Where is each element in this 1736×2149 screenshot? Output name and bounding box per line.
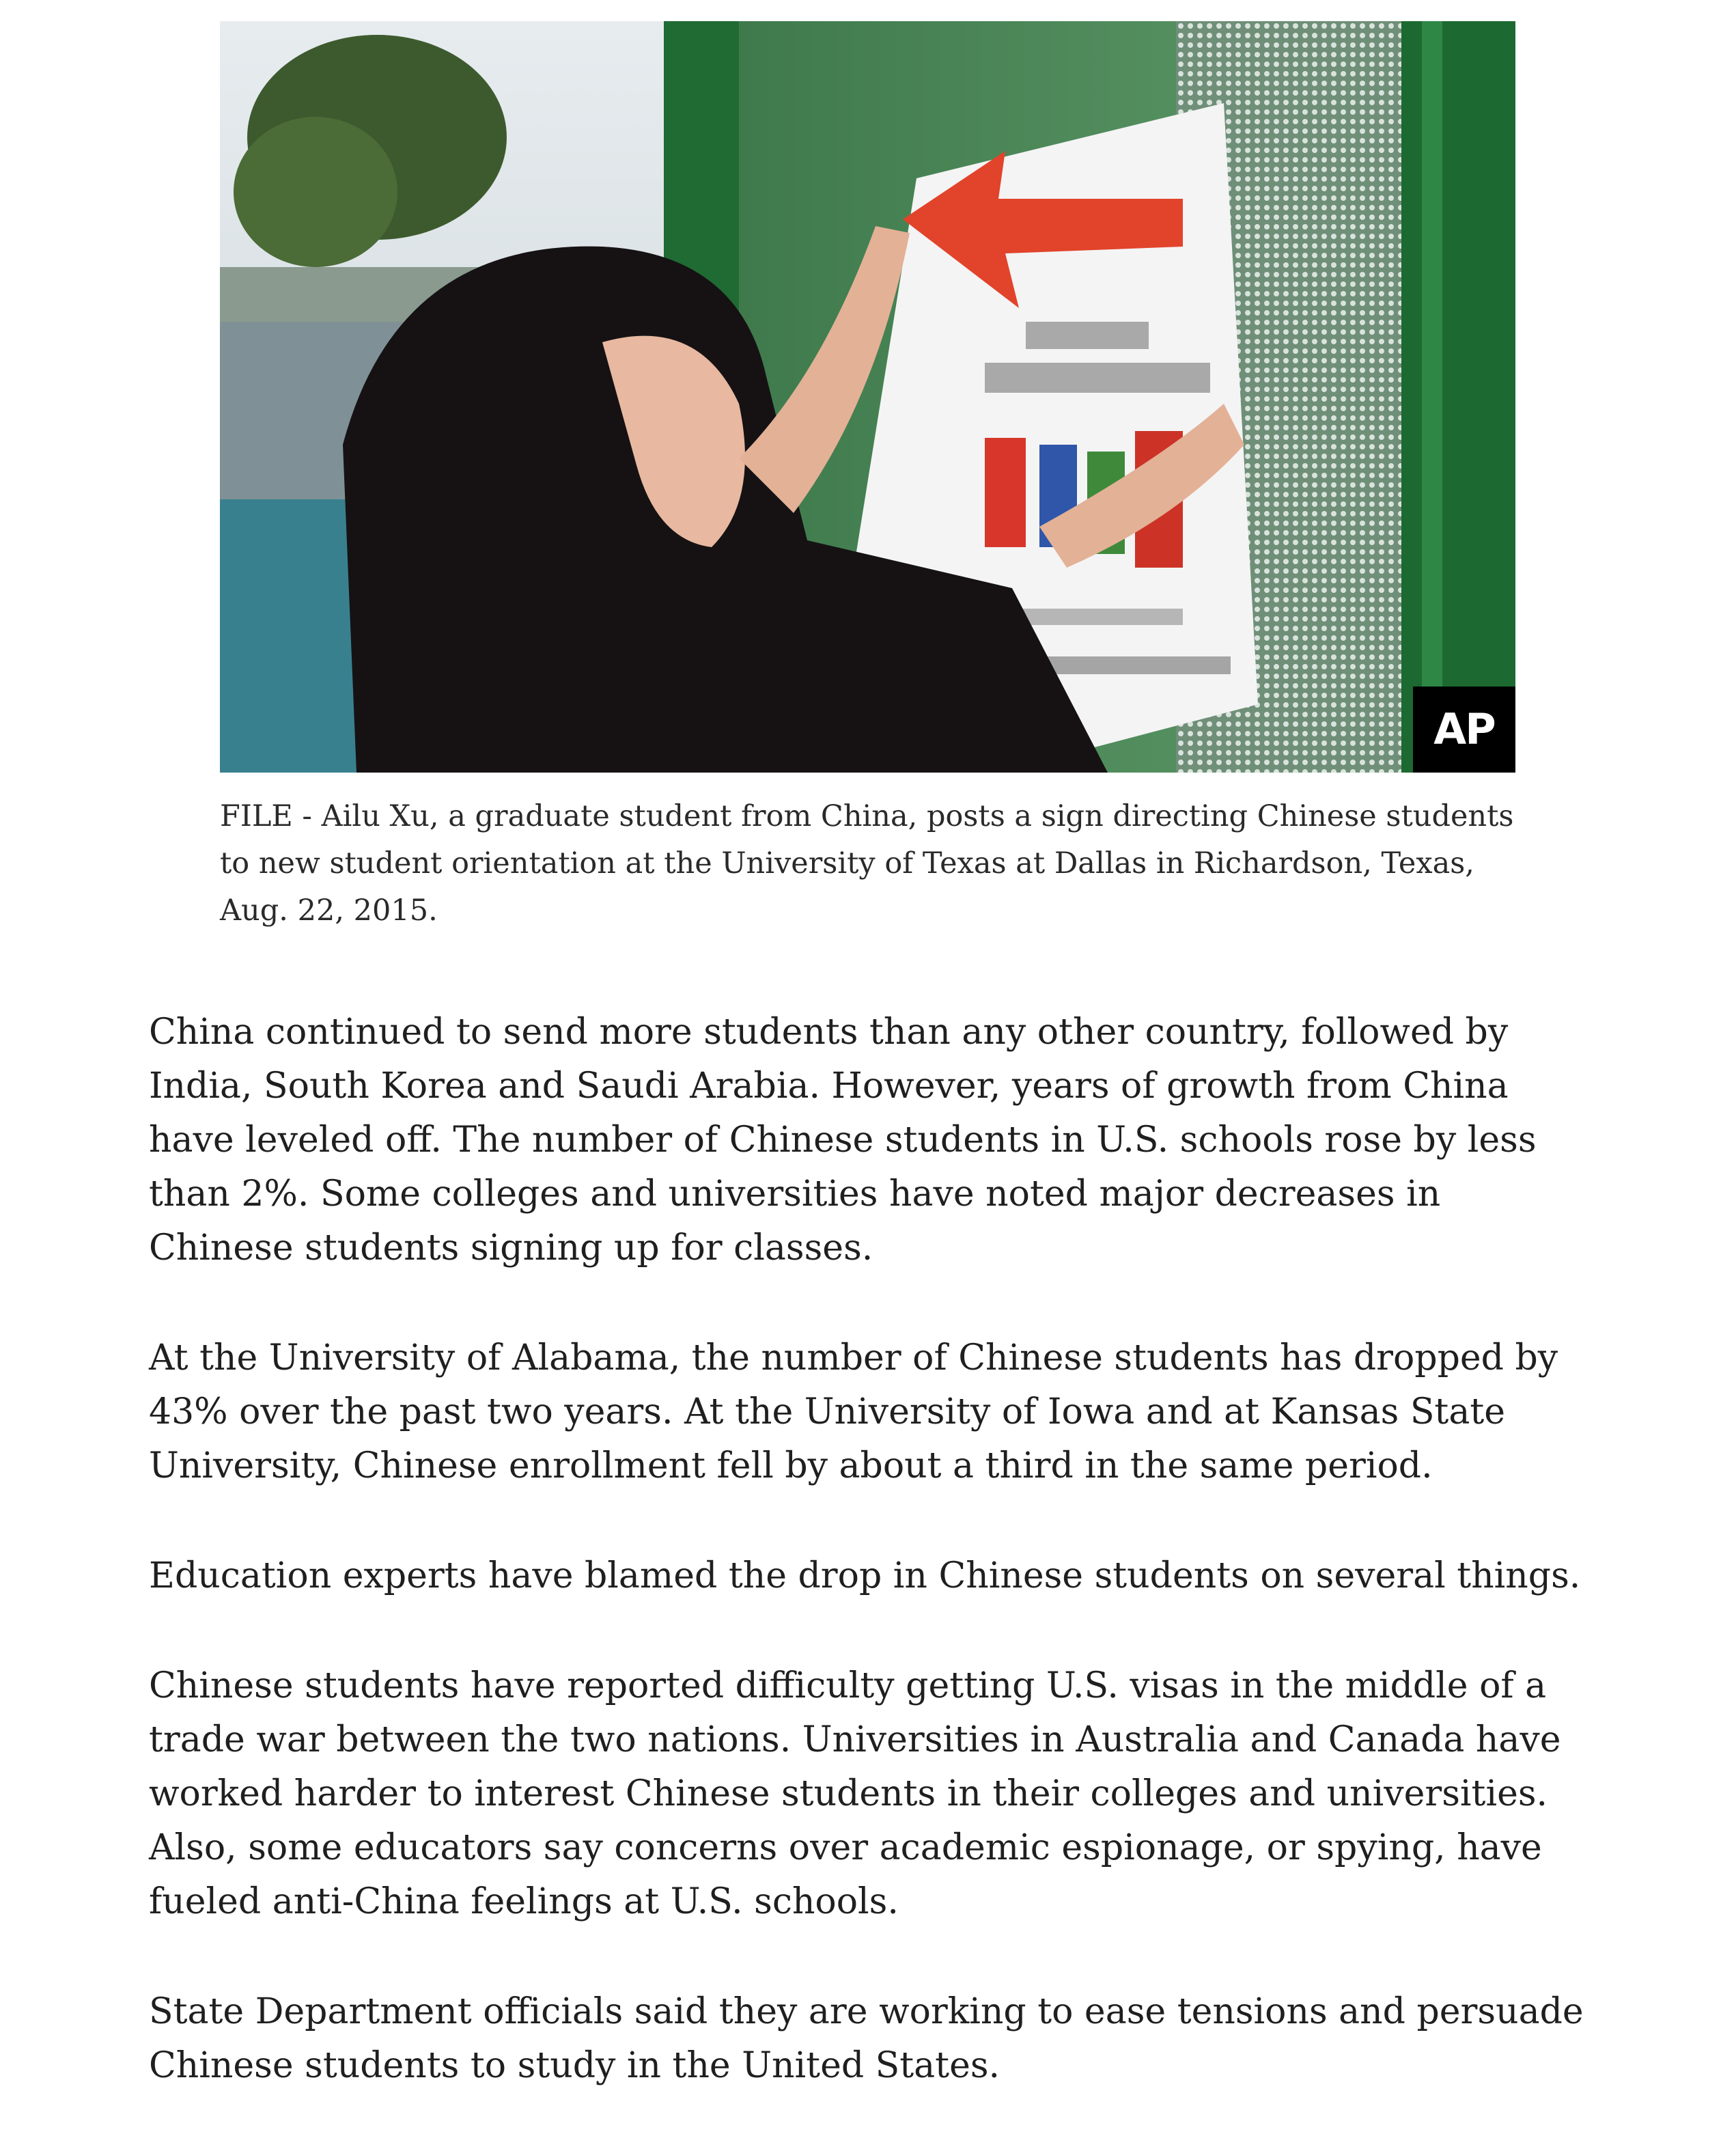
article-figure (220, 21, 1515, 934)
photo-caption: FILE - Ailu Xu, a graduate student from China, posts a sign directing Chinese students to new student orientation at the University of Texas at Dallas in Richardson, Texas, Aug. 22, 2015. (220, 799, 1514, 928)
ap-badge: AP (1413, 687, 1515, 773)
photo-student-posting-sign-icon (220, 21, 1515, 773)
article-photo (220, 21, 1515, 773)
article-body (149, 1006, 1590, 2149)
article-paragraph: At the University of Alabama, the number of Chinese students has dropped by 43% over the past two years. At the University of Iowa and at Kansas State University, Chinese enrollment fell by about a third in the same period. (149, 1337, 1558, 1486)
article-paragraph: China continued to send more students than any other country, followed by India, South Korea and Saudi Arabia. However, years of growth from China have leveled off. The number of Chinese students in U.S. schools rose by less than 2%. Some colleges and universities have noted major decreases in Chinese students signing up for classes. (149, 1012, 1537, 1268)
article-paragraph: Chinese students have reported difficulty getting U.S. visas in the middle of a trade war between the two nations. Universities in Australia and Canada have worked harder to interest Chinese students in their colleges and universities. Also, some educators say concerns over academic espionage, or spying, have fueled anti-China feelings at U.S. schools. (149, 1665, 1561, 1922)
article-paragraph: State Department officials said they are working to ease tensions and persuade Chinese students to study in the United States. (149, 1991, 1584, 2086)
article-paragraph: Education experts have blamed the drop in Chinese students on several things. (149, 1555, 1581, 1596)
